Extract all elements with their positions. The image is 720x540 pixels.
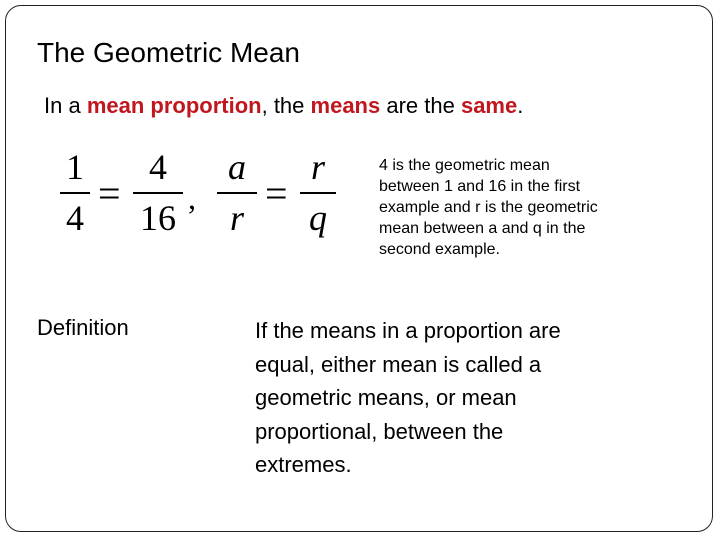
fraction-numerator: a	[228, 147, 246, 187]
fraction-denominator: q	[309, 198, 327, 238]
statement-emphasis-means: means	[310, 93, 381, 118]
fraction-denominator: r	[229, 198, 244, 238]
fraction-numerator: 1	[66, 147, 84, 187]
definition-label: Definition	[37, 315, 129, 340]
note-line: 4 is the geometric mean	[379, 157, 550, 174]
fraction-bar	[133, 192, 183, 194]
equals-sign: =	[265, 171, 288, 216]
fraction-bar	[217, 192, 257, 194]
slide-title: The Geometric Mean	[37, 37, 300, 68]
fraction-denominator: 16	[140, 198, 176, 238]
statement-emphasis-same: same	[460, 93, 518, 118]
definition-line: extremes.	[255, 452, 352, 477]
statement-text-4: .	[517, 93, 524, 118]
explanation-note	[379, 155, 679, 260]
note-line: example and r is the geometric	[379, 199, 598, 216]
note-line: second example.	[379, 241, 500, 258]
fraction-denominator: 4	[66, 198, 84, 238]
proportion-formula	[60, 148, 360, 248]
fraction-a-over-r	[217, 148, 257, 239]
statement-text-3: are the	[380, 93, 461, 118]
fraction-four-sixteenths	[133, 148, 183, 239]
statement-text-1: In a	[44, 93, 87, 118]
definition-text	[255, 314, 695, 482]
equals-sign: =	[98, 171, 121, 216]
fraction-bar	[60, 192, 90, 194]
fraction-numerator: r	[310, 147, 325, 187]
fraction-numerator: 4	[149, 147, 167, 187]
fraction-one-fourth	[60, 148, 90, 239]
definition-line: equal, either mean is called a	[255, 351, 542, 377]
note-line: between 1 and 16 in the first	[379, 178, 581, 195]
definition-line: proportional, between the	[255, 418, 504, 444]
statement	[44, 92, 523, 120]
statement-emphasis-mean-proportion: mean proportion	[86, 93, 262, 118]
statement-text-2: , the	[261, 93, 311, 118]
fraction-r-over-q	[300, 148, 336, 239]
note-line: mean between a and q in the	[379, 220, 586, 237]
comma-separator: ,	[188, 180, 196, 216]
definition-line: geometric means, or mean	[255, 385, 517, 410]
definition-line: If the means in a proportion are	[255, 318, 561, 343]
fraction-bar	[300, 192, 336, 194]
